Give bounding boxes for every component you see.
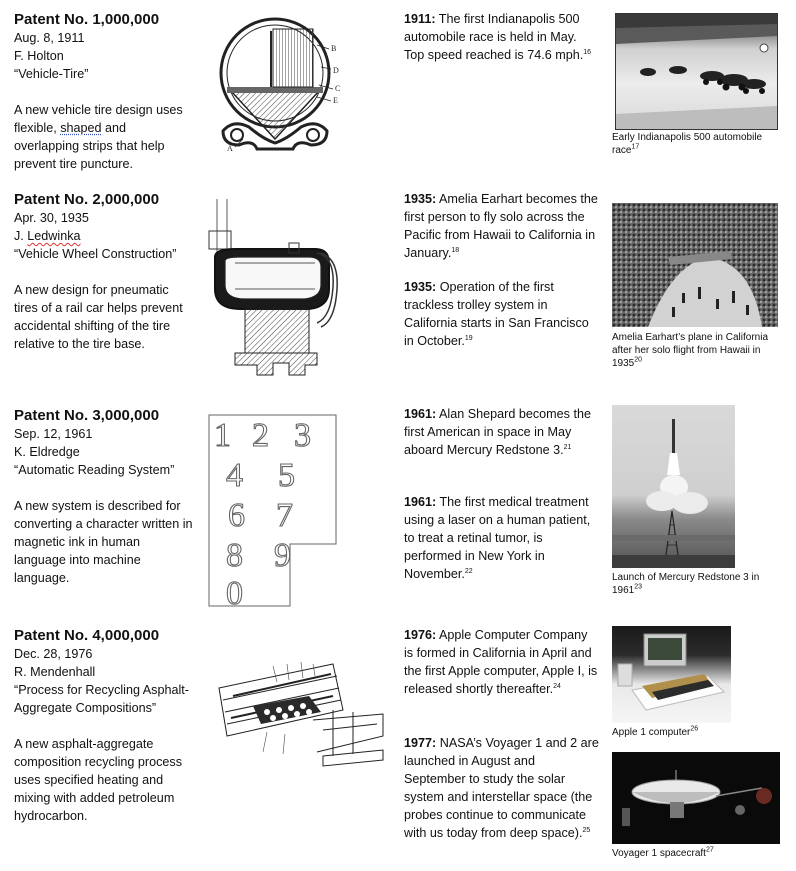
apple-1-photo <box>612 626 731 723</box>
reader-glyph: 6 <box>228 497 245 534</box>
patent-1-drawing <box>213 11 353 159</box>
event-1961-laser <box>404 493 600 583</box>
footnote-ref: 25 <box>582 826 591 834</box>
patent-name: “Automatic Reading System” <box>14 463 175 477</box>
photo-caption: Voyager 1 spacecraft$^{27}$ <box>612 846 714 859</box>
footnote-ref: 22 <box>464 567 473 575</box>
event-year: 1911: <box>404 12 436 26</box>
reader-glyph: 9 <box>274 537 291 574</box>
event-year: 1961: <box>404 407 437 421</box>
drawing-label: B <box>331 44 337 53</box>
patent-description: A new system is described for converting a character written in magnetic ink in human language into machine language. <box>14 499 193 585</box>
misspelled-word: Ledwinka <box>27 229 81 243</box>
event-1935-trolley <box>404 278 600 350</box>
patent-4-drawing <box>213 660 388 770</box>
footnote-ref: 17 <box>631 143 640 151</box>
footnote-ref: 20 <box>634 356 643 364</box>
mercury-launch-photo <box>612 405 735 568</box>
footnote-ref: 26 <box>690 725 699 733</box>
event-text: Amelia Earhart becomes the first person to fly solo across the Pacific from Hawaii to California in January. <box>404 192 598 260</box>
patent-description: A new asphalt-aggregate composition recycling process uses specified heating and mixing with added petroleum hydrocarbon. <box>14 737 182 823</box>
patent-3-drawing <box>208 414 340 610</box>
reader-glyph: 5 <box>278 457 295 494</box>
patent-title: Patent No. 1,000,000 <box>14 11 160 28</box>
event-1935-earhart <box>404 190 600 262</box>
patent-1 <box>14 11 194 173</box>
drawing-label: C <box>335 84 341 93</box>
drawing-label: D <box>333 66 339 75</box>
patent-name: “Vehicle-Tire” <box>14 67 89 81</box>
patent-title: Patent No. 4,000,000 <box>14 627 160 644</box>
photo-caption: Early Indianapolis 500 automobile race$^{17}$ <box>612 132 763 156</box>
event-1977-voyager <box>404 734 600 842</box>
patent-2-drawing <box>205 197 345 379</box>
drawing-label: A <box>227 144 233 153</box>
event-1976-apple <box>404 626 600 698</box>
footnote-ref: 16 <box>583 48 592 56</box>
description-text: A new vehicle tire design uses flexible, <box>14 103 183 135</box>
footnote-ref: 21 <box>563 443 572 451</box>
footnote-ref: 24 <box>553 682 561 690</box>
reader-glyph: 3 <box>294 417 311 454</box>
footnote-ref: 27 <box>705 846 714 854</box>
indianapolis-race-photo <box>615 13 778 130</box>
earhart-plane-photo <box>612 203 778 327</box>
patent-date: Dec. 28, 1976 <box>14 647 93 661</box>
event-text: Operation of the first trackless trolley system in California starts in San Francisco in October. <box>404 280 589 348</box>
description-marked-word: shaped <box>60 121 102 135</box>
patent-inventor: F. Holton <box>14 49 64 63</box>
patent-4 <box>14 627 194 825</box>
patent-description: A new design for pneumatic tires of a rail car helps prevent accidental shifting of the tire relative to the tire base. <box>14 283 183 351</box>
patent-inventor: K. Eldredge <box>14 445 80 459</box>
patent-title: Patent No. 3,000,000 <box>14 407 160 424</box>
event-text: The first Indianapolis 500 automobile race is held in May. Top speed reached is 74.6 mph. <box>404 12 584 62</box>
patent-date: Apr. 30, 1935 <box>14 211 89 225</box>
footnote-ref: 23 <box>634 583 643 591</box>
reader-glyph: 8 <box>226 537 243 574</box>
event-text: Alan Shepard becomes the first American in space in May aboard Mercury Redstone 3. <box>404 407 591 457</box>
event-1911 <box>404 10 600 64</box>
photo-caption: Apple 1 computer$^{26}$ <box>612 725 699 738</box>
reader-glyph: 2 <box>252 417 269 454</box>
event-year: 1977: <box>404 736 437 750</box>
patent-date: Aug. 8, 1911 <box>14 31 85 45</box>
footnote-ref: 18 <box>451 246 460 254</box>
reader-glyph: 7 <box>276 497 293 534</box>
footnote-ref: 19 <box>464 334 473 342</box>
patent-3 <box>14 407 194 587</box>
patent-name: “Process for Recycling Asphalt-Aggregate Compositions” <box>14 683 189 715</box>
reader-glyph: 1 <box>214 417 231 454</box>
patent-2 <box>14 191 194 353</box>
reader-glyph: 4 <box>226 457 243 494</box>
event-year: 1935: <box>404 192 437 206</box>
event-year: 1961: <box>404 495 437 509</box>
drawing-label: E <box>333 96 338 105</box>
patent-date: Sep. 12, 1961 <box>14 427 93 441</box>
event-1961-shepard <box>404 405 600 459</box>
patent-description <box>14 101 194 173</box>
patent-title: Patent No. 2,000,000 <box>14 191 160 208</box>
voyager-photo <box>612 752 780 844</box>
event-text: The first medical treatment using a laser on a human patient, to treat a retinal tumor, is performed in New York in November. <box>404 495 591 581</box>
reader-glyph: 0 <box>226 575 243 610</box>
event-text: NASA’s Voyager 1 and 2 are launched in August and September to study the solar system and interstellar space (the probes continue to communicate with us today from deep space). <box>404 736 599 840</box>
photo-caption: Launch of Mercury Redstone 3 in 1961$^{23}$ <box>612 572 760 596</box>
event-text: Apple Computer Company is formed in California in April and the first Apple computer, Apple I, is released shortly thereafter. <box>404 628 598 696</box>
patent-inventor: R. Mendenhall <box>14 665 96 679</box>
event-year: 1935: <box>404 280 437 294</box>
photo-caption: Amelia Earhart’s plane in California after her solo flight from Hawaii in 1935$^{20}$ <box>612 332 769 369</box>
patent-name: “Vehicle Wheel Construction” <box>14 247 177 261</box>
patent-inventor: J. Ledwinka <box>14 229 81 243</box>
description-text: and overlapping strips that help prevent tire puncture. <box>14 121 165 171</box>
event-year: 1976: <box>404 628 437 642</box>
